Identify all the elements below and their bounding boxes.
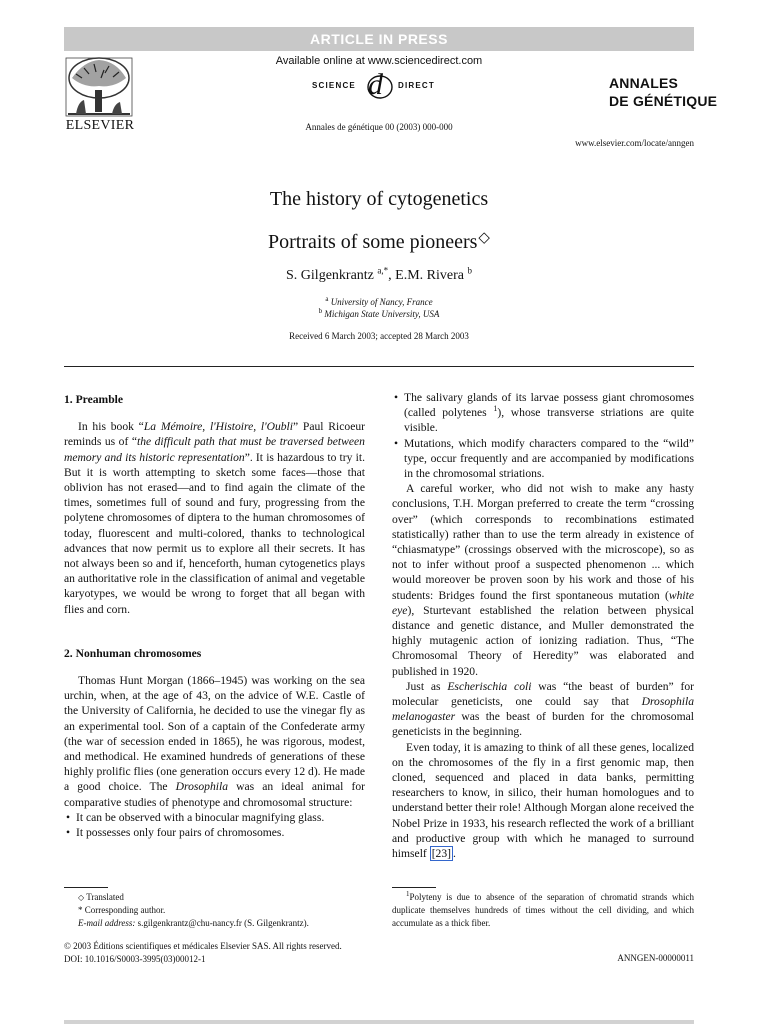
polyteny-text: Polyteny is due to absence of the separation of chromatid strands which duplicate themselves hundreds of times without the cell dividing, and which accumulate as a thick fiber.	[392, 892, 694, 928]
affiliation-a	[0, 297, 758, 307]
header-divider	[64, 366, 694, 367]
bullet-list-right	[392, 390, 694, 481]
journal-url-link[interactable]: www.elsevier.com/locate/anngen	[575, 138, 694, 148]
book-title: La Mémoire, l'Histoire, l'Oubli	[143, 420, 293, 434]
diamond-note-icon: ◇	[78, 893, 85, 902]
available-online-text: Available online at www.sciencedirect.com	[275, 55, 483, 67]
bullet-r1-text-b: ), whose transverse striations are quite visible.	[404, 406, 694, 435]
drosophila-melanogaster-term: Drosophila melanogaster	[392, 695, 694, 724]
ricoeur-quote: the difficult path that must be traversed between memory and its historic representation	[64, 435, 365, 464]
doi-text[interactable]: DOI: 10.1016/S0003-3995(03)00012-1	[64, 953, 206, 964]
bottom-bar	[64, 1020, 694, 1024]
email-label: E-mail address:	[78, 918, 136, 928]
author-1[interactable]: S. Gilgenkrantz	[286, 268, 378, 283]
white-eye-term: white eye	[392, 588, 694, 617]
beast-of-burden-paragraph	[392, 679, 694, 740]
star-mark: *	[78, 905, 83, 915]
translated-note	[64, 891, 364, 904]
diamond-icon: ◇	[478, 230, 490, 246]
affiliation-b	[0, 309, 758, 319]
even-today-text: Even today, it is amazing to think of all these genes, localized on the chromosomes of the fly in a first genomic map, then cloned, sequenced and placed in data banks, permitting researchers to know, in silico, their human homologues and to understand better their role! Although Morgan alone received the Nobel Prize in 1933, his research reflected the work of a brilliant and productive group with which he managed to surround himself	[392, 740, 694, 861]
article-title: The history of cytogenetics	[269, 188, 489, 210]
journal-name	[609, 74, 717, 110]
sd-mark: d	[368, 68, 383, 101]
affiliation-a-sup: a	[325, 295, 329, 303]
preamble-text-b: ” Paul Ricoeur reminds us of “	[64, 420, 365, 449]
author-1-sup: a,	[377, 265, 384, 276]
beast-text-a: Just as	[406, 679, 448, 693]
morgan-text-a: Thomas Hunt Morgan (1866–1945) was working on the sea urchin, when, at the age of 43, on the advice of W.E. Castle of the University of California, he decided to use the vinegar fly as an experimental tool. Son of a captain of the Confederate army (the war of secession ended in 1865), he was rigorous, modest, and methodical. He examined hundreds of generations of these highly prolific flies (one generation occurs every 12 d). He made a good choice. The	[64, 674, 366, 794]
direct-word: DIRECT	[398, 81, 435, 90]
careful-worker-paragraph	[392, 481, 694, 679]
drosophila-term: Drosophila	[175, 780, 229, 794]
corresponding-text: Corresponding author.	[82, 905, 166, 915]
morgan-paragraph	[64, 673, 365, 810]
journal-name-line1: ANNALES	[609, 75, 679, 91]
sd-circle-icon	[365, 73, 395, 101]
list-item: • Mutations, which modify characters compared to the “wild” type, occur frequently and are accompanied by modifications in the chromosomal striations.	[392, 436, 694, 482]
translated-text: Translated	[84, 892, 124, 902]
journal-name-line2: DE GÉNÉTIQUE	[609, 93, 718, 109]
article-subtitle	[0, 228, 758, 254]
author-line	[0, 265, 758, 284]
article-id: ANNGEN-00000011	[617, 953, 694, 963]
preamble-text-c: ”. It is hazardous to try it. But it is worth attempting to sketch some faces—those that oblivion has not erased—and to find again the climate of the times, sometimes full of sound and fury, progressing from the polytene chromosomes of diptera to the human chromosomes of today, fluorescent and multi-colored, thanks to technological advances that now permit us to explore all their secrets. It has not always been so and if, henceforth, human cytogenetics plays an authoritative role in the classification of animal and vegetable karyotypes, we would be wrong to forget that all began with flies and corn.	[64, 450, 365, 616]
article-in-press-banner: ARTICLE IN PRESS	[64, 27, 694, 51]
author-2-sup: b	[467, 265, 472, 276]
subtitle-text: Portraits of some pioneers	[268, 231, 478, 253]
corresponding-note	[64, 904, 364, 917]
list-item	[392, 390, 694, 436]
left-column	[64, 392, 365, 840]
left-footnote-rule	[64, 887, 108, 888]
list-item: • It can be observed with a binocular magnifying glass.	[64, 810, 365, 825]
email-note	[64, 917, 364, 930]
copyright-block	[64, 940, 342, 965]
affiliation-b-text: Michigan State University, USA	[324, 309, 440, 319]
ecoli-term: Escherischia coli	[447, 679, 532, 693]
bullet-r1-text-a: The salivary glands of its larvae possess giant chromosomes (called polytenes	[404, 391, 694, 420]
footnote-1-mark: 1	[406, 890, 410, 898]
affiliation-a-text: University of Nancy, France	[330, 297, 433, 307]
journal-citation: Annales de génétique 00 (2003) 000-000	[305, 122, 453, 132]
beast-text-c: was the beast of burden for the chromosomal geneticists in the beginning.	[392, 710, 694, 739]
bullet-list-left	[64, 810, 365, 840]
section-1-heading: 1. Preamble	[64, 393, 124, 406]
preamble-text-a: In his book “	[78, 420, 144, 434]
careful-text-b: ), Sturtevant established the relation between physical distance and genetic distance, and Muller demonstrated the highly mutagenic action of ionizing radiation. Thus, “The Chromosomal Theory of Heredity” was elaborated and published in 1920.	[392, 603, 694, 678]
science-word: SCIENCE	[312, 81, 356, 90]
beast-text-b: was “the beast of burden” for molecular geneticists, one could say that	[392, 679, 695, 709]
author-separator: , E.M. Rivera	[388, 268, 468, 283]
corresponding-star: *	[383, 265, 389, 276]
even-today-end: .	[453, 847, 456, 861]
section-2-heading: 2. Nonhuman chromosomes	[64, 646, 202, 660]
footnote-1-ref[interactable]: 1	[493, 404, 498, 414]
sciencedirect-logo	[312, 68, 472, 101]
even-today-paragraph	[392, 740, 694, 862]
reference-23-link[interactable]: [23]	[431, 847, 452, 861]
email-address[interactable]: s.gilgenkrantz@chu-nancy.fr (S. Gilgenkrantz).	[135, 918, 309, 928]
elsevier-wordmark: ELSEVIER	[65, 118, 135, 133]
careful-text-a: A careful worker, who did not wish to make any hasty conclusions, T.H. Morgan preferred to create the term “crossing over” (which corresponds to recombinations estimated statistically) rather than to use the term already in existence of “chiasmatype” (crossings observed with the microscope), so as not to infer without proof a suspected phenomenon ... which would moreover be proven soon by his work and those of his students: Bridges found the first spontaneous mutation (	[392, 482, 694, 602]
left-footnotes	[64, 891, 364, 930]
polyteny-footnote	[392, 891, 694, 930]
morgan-text-b: was an ideal animal for comparative studies of phenotype and chromosomal structure:	[64, 780, 365, 809]
right-column	[392, 390, 694, 861]
affiliation-b-sup: b	[318, 307, 323, 315]
right-footnote-rule	[392, 887, 436, 888]
received-dates: Received 6 March 2003; accepted 28 March 2003	[289, 331, 469, 341]
list-item: • It possesses only four pairs of chromosomes.	[64, 825, 365, 840]
preamble-paragraph	[64, 419, 365, 617]
copyright-text: © 2003 Éditions scientifiques et médicales Elsevier SAS. All rights reserved.	[64, 941, 342, 951]
